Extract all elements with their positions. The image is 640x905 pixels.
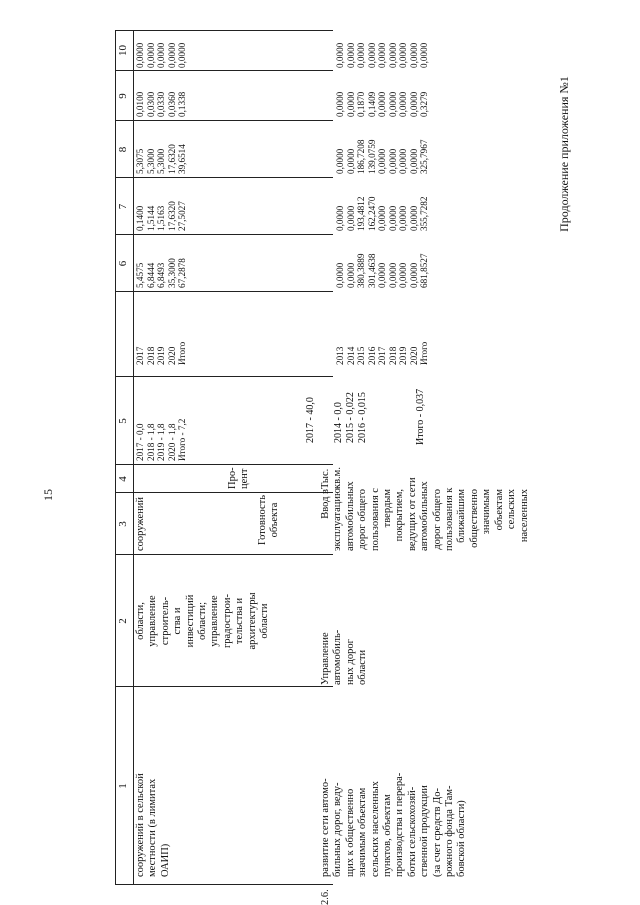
col-border-11 [115,30,333,31]
header-col-3: 3 [117,521,129,527]
col-border-4 [115,464,333,465]
row-2-6-event-text: развитие сети автомо- бильных дорог, веду- щих к общественно значимым объектам сельских населенных пунктов, объектам производства и перера- ботки сельскохозяй- ственной продукции (за счет средств До- рожного фонда Там- бовской области) [320,772,468,877]
row-2-6-executor-text: Управление автомобиль- ных дорог области [320,629,369,685]
header-col-10: 10 [117,45,129,56]
carryover-col10-values: 0,0000 0,0000 0,0000 0,0000 0,0000 [135,42,187,68]
carryover-col7-values: 0,1400 1,5144 1,5163 17,6320 27,5027 [135,201,187,231]
page-number: 15 [41,489,55,501]
road-commissioning-indicator-unit: Тыс. кв.м. [320,467,344,489]
table-top-border [115,30,116,885]
row-2-6-col9-values: 0,0000 0,0000 0,1870 0,1409 0,0000 0,0000 0,0000 0,0000 0,3279 [335,91,429,117]
row-2-6-years: 2013 2014 2015 2016 2017 2018 2019 2020 Итого [335,341,429,365]
row-2-6-col10-values: 0,0000 0,0000 0,0000 0,0000 0,0000 0,0000 0,0000 0,0000 0,0000 [335,42,429,68]
col-border-3 [115,492,333,493]
header-bottom-border [133,30,134,885]
header-col-1: 1 [117,783,129,789]
header-col-7: 7 [117,203,129,210]
row-number-2-6: 2.6. [320,889,331,905]
header-col-4: 4 [117,476,129,482]
header-col-5: 5 [117,418,129,424]
header-col-9: 9 [117,93,129,99]
header-col-8: 8 [117,146,129,153]
readiness-indicator-name: Готовность объекта [257,494,281,546]
carryover-event-text: сооружений в сельской местности (в лимитах ОАИП) [135,773,171,877]
col-border-9 [115,120,333,121]
carryover-indicator-text: сооружений [135,496,146,551]
carryover-col8-values: 5,3075 5,3000 5,3000 17,6320 39,6514 [135,144,187,174]
col-border-7 [115,234,333,235]
carryover-col6-values: 5,4575 6,8444 6,8493 35,3000 67,2878 [135,258,187,288]
continuation-title: Продолжение приложения №1 [557,76,571,232]
col-border-0 [115,884,333,885]
col-border-1 [115,686,333,687]
carryover-col9-values: 0,0100 0,0300 0,0330 0,0360 0,1338 [135,91,187,117]
road-commissioning-indicator-name: Ввод в эксплуатацию автомобильных дорог общего пользования с твердым покрытием, ведущих от сети автомобильных дорог общего пользования к ближайшим общественно значимым объектам сельских населенных [320,477,530,551]
header-col-2: 2 [117,618,129,624]
road-commissioning-indicator-values: 2014 - 0,0 2015 - 0,022 2016 - 0,015 [333,392,368,443]
col-border-2 [115,554,333,555]
readiness-indicator-unit: Про- цент [227,467,251,489]
row-2-6-col7-values: 0,0000 0,0000 193,4812 162,2470 0,0000 0,0000 0,0000 0,0000 355,7282 [335,196,429,231]
col-border-5 [115,376,333,377]
carryover-indicator-values: 2017 - 0,0 2018 - 1,8 2019 - 1,8 2020 - 1,8 Итого - 7,2 [135,418,187,461]
readiness-indicator-values: 2017 - 40,0 [305,397,316,443]
col-border-6 [115,291,333,292]
row-2-6-col8-values: 0,0000 0,0000 186,7208 139,0759 0,0000 0,0000 0,0000 0,0000 325,7967 [335,139,429,174]
carryover-executor-text: области, управление строитель- ства и инвестиций области; управление градострои- тельства и архитектуры области [135,592,271,650]
header-col-6: 6 [117,260,129,267]
col-border-10 [115,70,333,71]
road-commissioning-indicator-total: Итого - 0,037 [415,388,426,445]
col-border-8 [115,177,333,178]
appendix-table [115,30,535,905]
row-2-6-col6-values: 0,0000 0,0000 380,3889 301,4638 0,0000 0,0000 0,0000 0,0000 681,8527 [335,253,429,288]
carryover-years: 2017 2018 2019 2020 Итого [135,341,187,365]
